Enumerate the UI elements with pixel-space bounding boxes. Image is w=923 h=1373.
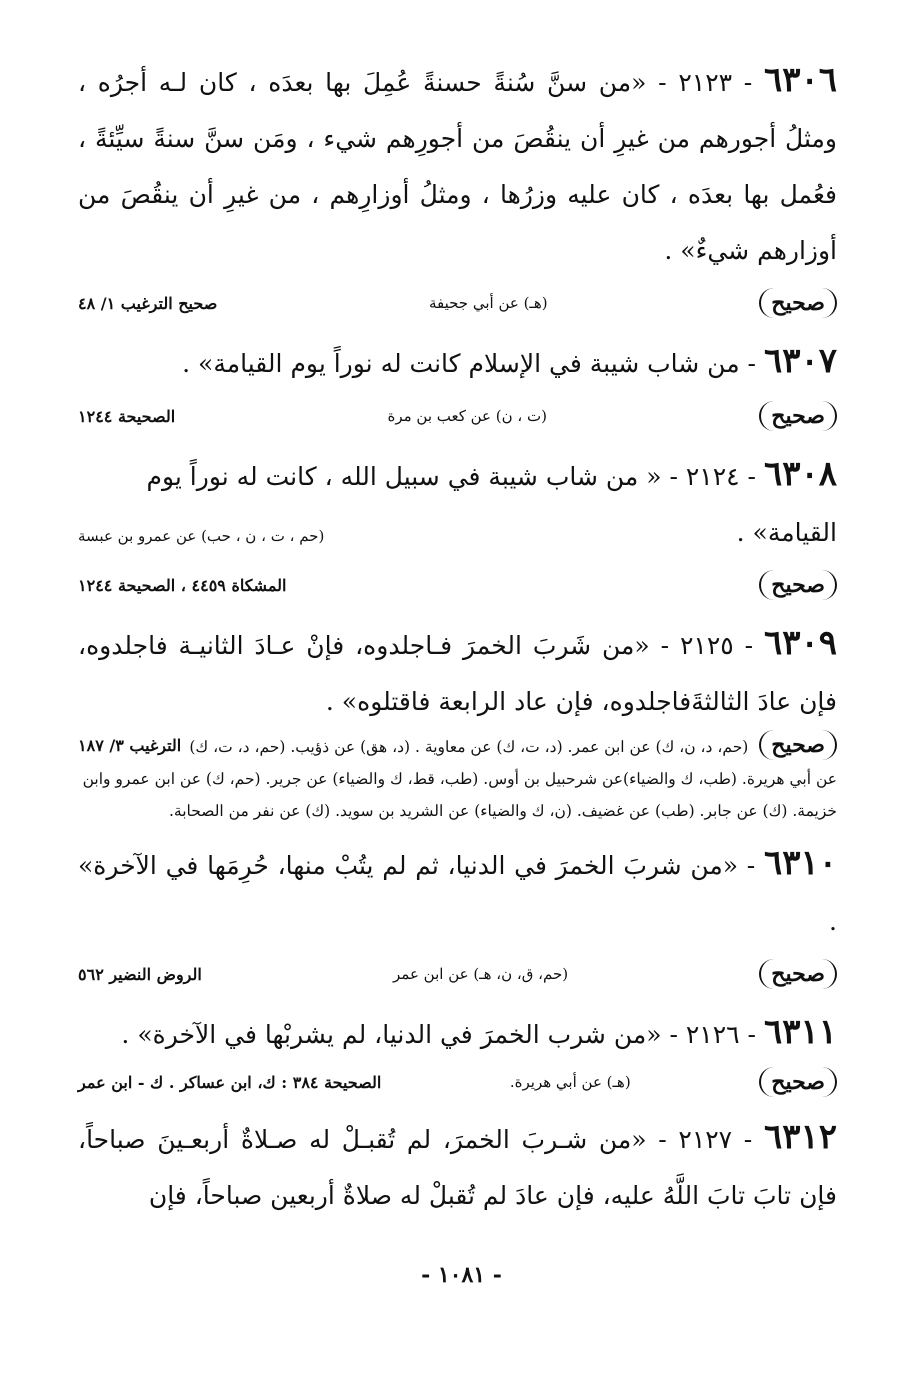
hadith-number: ٦٣١١: [763, 1012, 837, 1052]
hadith-entry: [78, 52, 837, 325]
hadith-entry: [78, 1109, 837, 1224]
narrator-source: (حم، د، ن، ك) عن ابن عمر. (د، ت، ك) عن معاوية . (د، هق) عن ذؤيب. (حم، د، ت، ك) عن أبي هريرة. (طب، ك والضياء)عن شرحبيل بن أوس. (طب، قط، ك والضياء) عن جرير. (حم، ك) عن ابن عمرو وابن خزيمة. (ك) عن جابر. (طب) عن غضيف. (ن، ك والضياء) عن الشريد بن سويد. (ك) عن نفر من الصحابة.: [82, 738, 837, 820]
reference: الروض النضير ٥٦٢: [78, 964, 202, 984]
source-row: [78, 563, 837, 607]
hadith-text: [78, 1109, 837, 1224]
page-number: - ١٠٨١ -: [421, 1262, 502, 1288]
narrator-source: (هـ) عن أبي جحيفة: [428, 294, 548, 312]
hadith-body: - ٢١٢٤ - « من شاب شيبة في سبيل الله ، كانت له نوراً يوم: [146, 462, 756, 491]
source-block: [78, 730, 837, 827]
hadith-text: [78, 446, 837, 505]
reference: الصحيحة ٣٨٤ : ك، ابن عساكر . ك - ابن عمر: [78, 1072, 382, 1092]
source-row: [78, 394, 837, 438]
hadith-body: - «من شربَ الخمرَ في الدنيا، ثم لم يتُبْ منها، حُرِمَها في الآخرة» .: [78, 851, 837, 936]
hadith-number: ٦٣٠٨: [763, 454, 837, 494]
hadith-entry: [78, 1004, 837, 1099]
narrator-source: (ت ، ن) عن كعب بن مرة: [387, 407, 547, 425]
reference: المشكاة ٤٤٥٩ ، الصحيحة ١٢٤٤: [78, 575, 287, 595]
hadith-entry: [78, 835, 837, 996]
reference: الترغيب ٣/ ١٨٧: [78, 736, 182, 755]
source-row: [78, 952, 837, 996]
grade-badge: صحيح: [759, 730, 837, 760]
hadith-entry: [78, 446, 837, 607]
hadith-number: ٦٣٠٦: [763, 60, 837, 100]
source-row: [78, 281, 837, 325]
source-row: [78, 1065, 837, 1099]
grade-badge: صحيح: [759, 570, 837, 600]
hadith-entry: [78, 615, 837, 827]
hadith-number: ٦٣٠٧: [763, 341, 837, 381]
hadith-number: ٦٣١٢: [763, 1117, 837, 1157]
hadith-text: [78, 615, 837, 730]
continuation-row: [78, 505, 837, 561]
hadith-text: [78, 835, 837, 950]
hadith-body: - من شاب شيبة في الإسلام كانت له نوراً يوم القيامة» .: [182, 349, 756, 378]
hadith-number: ٦٣٠٩: [763, 623, 837, 663]
grade-badge: صحيح: [759, 959, 837, 989]
hadith-number: ٦٣١٠: [763, 843, 837, 883]
hadith-body: - ٢١٢٣ - «من سنَّ سُنةً حسنةً عُمِلَ بها بعدَه ، كان لـه أجرُه ، ومثلُ أجورهم من غيرِ أن ينقُصَ من أجورِهم شيء ، ومَن سنَّ سنةً سيِّئةً ، فعُمل بها بعدَه ، كان عليه وزرُها ، ومثلُ أوزارِهم ، من غيرِ أن ينقُصَ من أوزارهم شيءٌ» .: [78, 68, 837, 265]
hadith-text-end: القيامة» .: [736, 518, 837, 547]
reference: الصحيحة ١٢٤٤: [78, 406, 176, 426]
hadith-body: - ٢١٢٦ - «من شرب الخمرَ في الدنيا، لم يشربْها في الآخرة» .: [121, 1020, 756, 1049]
hadith-entry: [78, 333, 837, 438]
narrator-source: (حم، ق، ن، هـ) عن ابن عمر: [393, 965, 569, 983]
hadith-body: - ٢١٢٥ - «من شَربَ الخمرَ فـاجلدوه، فإنْ عـادَ الثانيـة فاجلدوه، فإن عادَ الثالثةَفاجلدوه، فإن عاد الرابعة فاقتلوه» .: [78, 631, 837, 716]
grade-badge: صحيح: [759, 288, 837, 318]
hadith-body: - ٢١٢٧ - «من شـربَ الخمرَ، لم تُقبـلْ له صـلاةٌ أربعـينَ صباحاً، فإن تابَ تابَ اللَّهُ عليه، فإن عادَ لم تُقبلْ له صلاةٌ أربعين صباحاً، فإن: [78, 1125, 837, 1210]
narrator-source: (حم ، ت ، ن ، حب) عن عمرو بن عبسة: [78, 527, 325, 545]
grade-badge: صحيح: [759, 1067, 837, 1097]
grade-badge: صحيح: [759, 401, 837, 431]
hadith-text: [78, 333, 837, 392]
hadith-text: [78, 1004, 837, 1063]
narrator-source: (هـ) عن أبي هريرة.: [509, 1073, 631, 1091]
reference: صحيح الترغيب ١/ ٤٨: [78, 293, 218, 313]
hadith-text: [78, 52, 837, 279]
